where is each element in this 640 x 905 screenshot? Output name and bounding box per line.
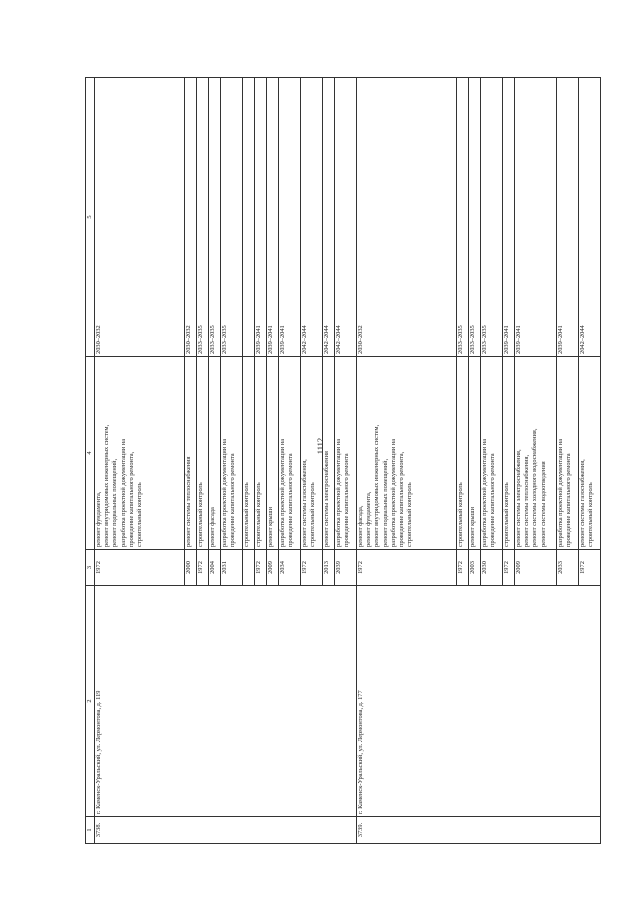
construction-year: 2009 — [515, 550, 557, 586]
header-col-4: 4 — [86, 357, 95, 550]
work-description: ремонт системы электроснабжения — [323, 357, 335, 550]
construction-year: 2030 — [481, 550, 503, 586]
construction-year — [243, 550, 255, 586]
page-number: 1112 — [315, 437, 325, 455]
work-description: строительный контроль — [503, 357, 515, 550]
repair-period: 2039–2041 — [279, 78, 301, 357]
record-number: 3738. — [95, 817, 357, 844]
repair-period: 2039–2041 — [503, 78, 515, 357]
header-col-2: 2 — [86, 586, 95, 817]
rotated-table-container — [85, 78, 595, 844]
work-description: разработка проектной документации на проведение капитального ремонта — [557, 357, 579, 550]
repair-period: 2033–2035 — [209, 78, 221, 357]
repair-period: 2033–2035 — [469, 78, 481, 357]
work-description: ремонт фасада, ремонт фундамента, ремонт внутридомовых инженерных систем, ремонт подвальных помещений, разработка проектной документации на проведение капитального ремонта, строительный контроль — [357, 357, 457, 550]
construction-year: 1972 — [95, 550, 185, 586]
repair-period: 2039–2041 — [515, 78, 557, 357]
work-description: ремонт крыши — [267, 357, 279, 550]
repair-period: 2033–2035 — [457, 78, 469, 357]
work-description: строительный контроль — [197, 357, 209, 550]
header-col-5: 5 — [86, 78, 95, 357]
header-col-1: 1 — [86, 817, 95, 844]
header-col-3: 3 — [86, 550, 95, 586]
work-description: разработка проектной документации на проведение капитального ремонта — [481, 357, 503, 550]
construction-year: 2033 — [557, 550, 579, 586]
construction-year: 1972 — [255, 550, 267, 586]
construction-year: 2009 — [267, 550, 279, 586]
work-description: ремонт системы газоснабжения, строительный контроль — [301, 357, 323, 550]
header-row — [86, 78, 95, 844]
record-address: г. Каменск-Уральский, ул. Лермонтова, д. 177 — [357, 586, 601, 817]
table-row — [357, 78, 457, 844]
repair-period: 2042–2044 — [335, 78, 357, 357]
repair-period — [243, 78, 255, 357]
table-body — [86, 78, 601, 844]
repair-period: 2030–2032 — [357, 78, 457, 357]
record-number: 3739. — [357, 817, 601, 844]
construction-year: 2003 — [469, 550, 481, 586]
repair-period: 2039–2041 — [255, 78, 267, 357]
work-description: ремонт системы теплоснабжения — [185, 357, 197, 550]
construction-year: 2004 — [209, 550, 221, 586]
construction-year: 1972 — [301, 550, 323, 586]
work-description: ремонт системы газоснабжения, строительный контроль — [579, 357, 601, 550]
construction-year: 1972 — [503, 550, 515, 586]
work-description: ремонт крыши — [469, 357, 481, 550]
construction-year: 2013 — [323, 550, 335, 586]
repair-period: 2039–2041 — [557, 78, 579, 357]
construction-year: 2034 — [279, 550, 301, 586]
construction-year: 2039 — [335, 550, 357, 586]
repair-period: 2030–2032 — [95, 78, 185, 357]
construction-year: 2031 — [221, 550, 243, 586]
work-description: разработка проектной документации на проведение капитального ремонта — [279, 357, 301, 550]
record-address: г. Каменск-Уральский, ул. Лермонтова, д. 119 — [95, 586, 357, 817]
work-description: строительный контроль — [457, 357, 469, 550]
repair-period: 2033–2035 — [221, 78, 243, 357]
repair-period: 2039–2041 — [267, 78, 279, 357]
construction-year: 1972 — [579, 550, 601, 586]
capital-repair-table — [85, 77, 601, 844]
construction-year: 1972 — [357, 550, 457, 586]
work-description: строительный контроль — [243, 357, 255, 550]
work-description: разработка проектной документации на проведение капитального ремонта — [335, 357, 357, 550]
repair-period: 2033–2035 — [481, 78, 503, 357]
repair-period: 2042–2044 — [301, 78, 323, 357]
work-description: ремонт фасада — [209, 357, 221, 550]
work-description: строительный контроль — [255, 357, 267, 550]
rotated-sheet — [85, 78, 595, 844]
repair-period: 2030–2032 — [185, 78, 197, 357]
repair-period: 2033–2035 — [197, 78, 209, 357]
construction-year: 1972 — [197, 550, 209, 586]
construction-year: 2000 — [185, 550, 197, 586]
table-row — [95, 78, 185, 844]
repair-period: 2042–2044 — [579, 78, 601, 357]
work-description: ремонт системы электроснабжения, ремонт системы теплоснабжения, ремонт системы холодного водоснабжения, ремонт системы водоотведения — [515, 357, 557, 550]
work-description: ремонт фундамента, ремонт внутридомовых инженерных систем, ремонт подвальных помещений, разработка проектной документации на проведение капитального ремонта, строительный контроль — [95, 357, 185, 550]
construction-year: 1972 — [457, 550, 469, 586]
work-description: разработка проектной документации на проведение капитального ремонта — [221, 357, 243, 550]
repair-period: 2042–2044 — [323, 78, 335, 357]
